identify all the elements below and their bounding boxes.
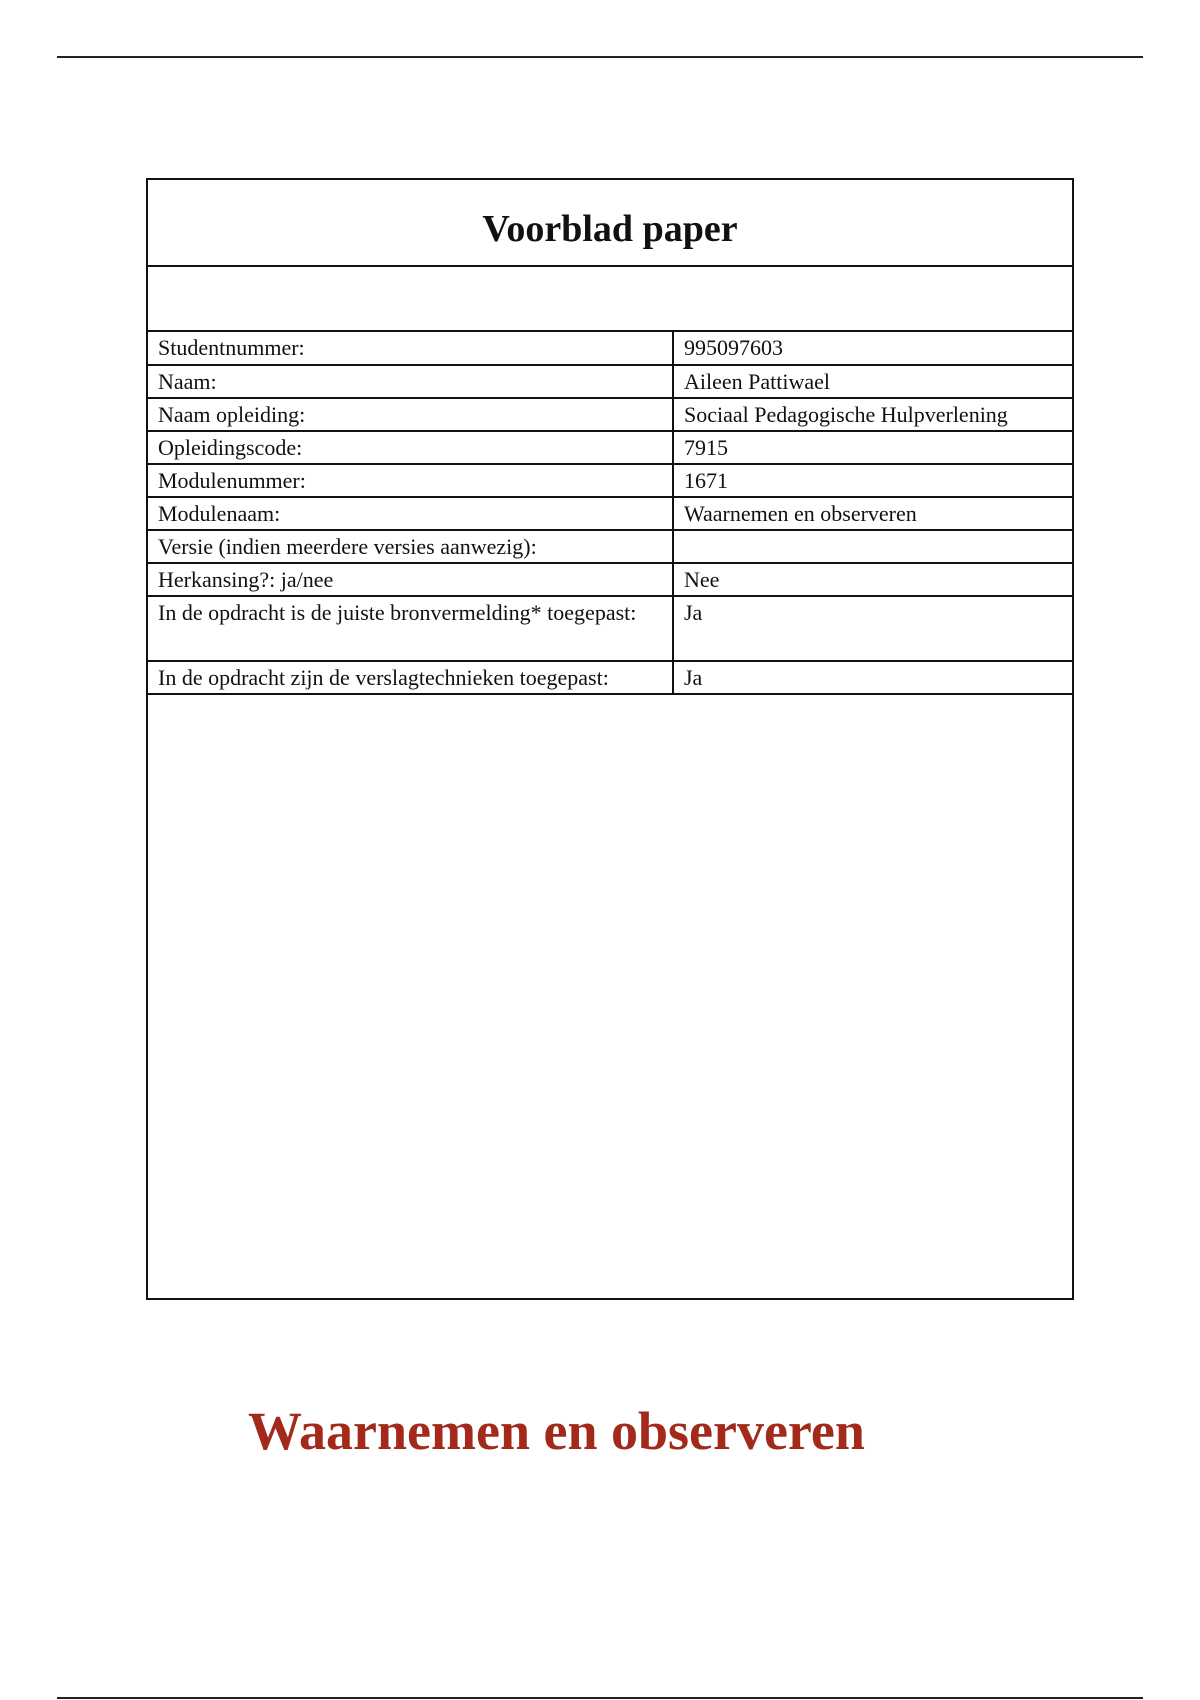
- row-label: In de opdracht is de juiste bronvermelding* toegepast:: [148, 596, 673, 661]
- cover-sheet: [146, 178, 1074, 1300]
- subject-title: Waarnemen en observeren: [248, 1401, 865, 1461]
- row-value: Nee: [673, 563, 1072, 596]
- row-label: Naam opleiding:: [148, 398, 673, 431]
- row-value: Sociaal Pedagogische Hulpverlening: [673, 398, 1072, 431]
- table-row: [148, 563, 1072, 596]
- row-value: 995097603: [673, 332, 1072, 365]
- info-table: [148, 332, 1072, 695]
- table-row: [148, 332, 1072, 365]
- table-row: [148, 497, 1072, 530]
- table-row: [148, 530, 1072, 563]
- table-row: [148, 398, 1072, 431]
- row-label: Modulenaam:: [148, 497, 673, 530]
- row-label: Opleidingscode:: [148, 431, 673, 464]
- row-label: Versie (indien meerdere versies aanwezig):: [148, 530, 673, 563]
- row-value: Aileen Pattiwael: [673, 365, 1072, 398]
- row-value: [673, 530, 1072, 563]
- table-row: [148, 596, 1072, 661]
- blank-row: [148, 267, 1072, 332]
- row-value: 7915: [673, 431, 1072, 464]
- table-row: [148, 365, 1072, 398]
- row-value: 1671: [673, 464, 1072, 497]
- row-label: In de opdracht zijn de verslagtechnieken toegepast:: [148, 661, 673, 694]
- row-label: Studentnummer:: [148, 332, 673, 365]
- table-row: [148, 464, 1072, 497]
- cover-title: Voorblad paper: [482, 207, 738, 250]
- cover-title-row: [148, 180, 1072, 267]
- top-rule: [57, 56, 1143, 58]
- bottom-rule: [57, 1697, 1143, 1699]
- row-label: Naam:: [148, 365, 673, 398]
- row-value: Ja: [673, 661, 1072, 694]
- row-value: Waarnemen en observeren: [673, 497, 1072, 530]
- row-label: Modulenummer:: [148, 464, 673, 497]
- row-value: Ja: [673, 596, 1072, 661]
- table-row: [148, 431, 1072, 464]
- table-row: [148, 661, 1072, 694]
- row-label: Herkansing?: ja/nee: [148, 563, 673, 596]
